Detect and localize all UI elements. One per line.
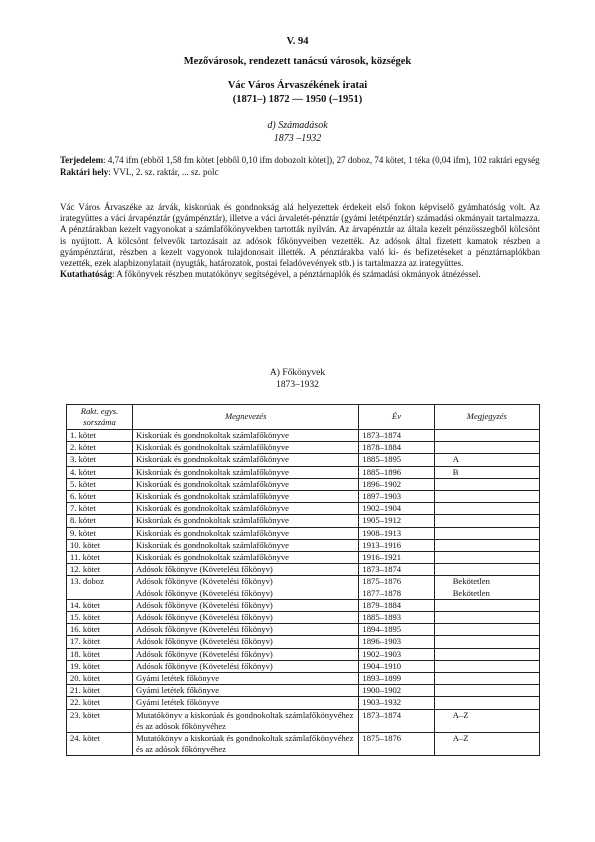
cell-year: 1873–1874 xyxy=(359,709,434,732)
fonds-years: (1871–) 1872 — 1950 (–1951) xyxy=(232,94,363,105)
cell-note xyxy=(434,515,539,527)
cell-name: Adósok főkönyve (Követelési főkönyv) xyxy=(133,599,359,611)
cell-note xyxy=(434,624,539,636)
table-row xyxy=(67,466,540,478)
cell-note xyxy=(434,648,539,660)
series-title: Mezővárosok, rendezett tanácsú városok, községek xyxy=(183,56,412,67)
cell-note xyxy=(434,527,539,539)
cell-year: 1908–1913 xyxy=(359,527,434,539)
table-row xyxy=(67,527,540,539)
cell-name: Kiskorúak és gondnokoltak számlafőkönyve xyxy=(133,515,359,527)
cell-unit-number: 7. kötet xyxy=(67,503,133,515)
location-line xyxy=(60,167,540,179)
cell-unit-number: 21. kötet xyxy=(67,685,133,697)
cell-unit-number: 2. kötet xyxy=(67,442,133,454)
cell-unit-number: 10. kötet xyxy=(67,539,133,551)
ledger-table xyxy=(66,404,540,756)
cell-name: Adósok főkönyve (Követelési főkönyv) Adósok főkönyve (Követelési főkönyv) xyxy=(133,576,359,599)
cell-name: Gyámi letétek főkönyve xyxy=(133,673,359,685)
cell-name: Kiskorúak és gondnokoltak számlafőkönyve xyxy=(133,442,359,454)
header-year: Év xyxy=(359,405,434,430)
cell-name: Adósok főkönyve (Követelési főkönyv) xyxy=(133,648,359,660)
cell-year: 1885–1896 xyxy=(359,466,434,478)
cell-note xyxy=(434,552,539,564)
extent-line xyxy=(60,155,540,167)
cell-year: 1875–1876 xyxy=(359,733,434,756)
cell-note xyxy=(434,599,539,611)
cell-unit-number: 13. doboz xyxy=(67,576,133,599)
cell-unit-number: 16. kötet xyxy=(67,624,133,636)
cell-unit-number: 8. kötet xyxy=(67,515,133,527)
cell-name: Adósok főkönyve (Követelési főkönyv) xyxy=(133,564,359,576)
cell-unit-number: 18. kötet xyxy=(67,648,133,660)
cell-year: 1893–1899 xyxy=(359,673,434,685)
cell-year: 1873–1874 xyxy=(359,564,434,576)
table-row xyxy=(67,454,540,466)
cell-name: Gyámi letétek főkönyve xyxy=(133,697,359,709)
cell-unit-number: 3. kötet xyxy=(67,454,133,466)
cell-year: 1885–1893 xyxy=(359,612,434,624)
table-row xyxy=(67,697,540,709)
cell-name: Adósok főkönyve (Követelési főkönyv) xyxy=(133,624,359,636)
header-note: Megjegyzés xyxy=(434,405,539,430)
cell-name: Kiskorúak és gondnokoltak számlafőkönyve xyxy=(133,430,359,442)
table-row xyxy=(67,430,540,442)
cell-unit-number: 24. kötet xyxy=(67,733,133,756)
cell-unit-number: 11. kötet xyxy=(67,552,133,564)
cell-year: 1905–1912 xyxy=(359,515,434,527)
cell-note: A–Z xyxy=(434,709,539,732)
meta-block xyxy=(60,155,540,178)
table-row xyxy=(67,709,540,732)
table-section-title: A) Főkönyvek xyxy=(269,368,326,378)
cell-year: 1873–1874 xyxy=(359,430,434,442)
table-row xyxy=(67,685,540,697)
table-row xyxy=(67,491,540,503)
table-row xyxy=(67,733,540,756)
table-row xyxy=(67,539,540,551)
cell-unit-number: 6. kötet xyxy=(67,491,133,503)
table-row xyxy=(67,636,540,648)
fonds-title: Vác Város Árvaszékének iratai xyxy=(227,80,368,91)
table-row xyxy=(67,673,540,685)
research-value: : A főkönyvek részben mutatókönyv segítségével, a pénztárnaplók és számadási okmányok átnézéssel. xyxy=(112,269,481,280)
location-value: : VVL, 2. sz. raktár, ... sz. polc xyxy=(108,166,219,177)
header-unit-number: Rakt. egys. sorszáma xyxy=(67,405,133,430)
table-section-years: 1873–1932 xyxy=(276,380,319,390)
cell-year: 1894–1895 xyxy=(359,624,434,636)
cell-name: Kiskorúak és gondnokoltak számlafőkönyve xyxy=(133,478,359,490)
cell-note xyxy=(434,660,539,672)
research-label: Kutathatóság xyxy=(60,269,113,280)
table-row xyxy=(67,576,540,599)
table-row xyxy=(67,599,540,611)
cell-unit-number: 14. kötet xyxy=(67,599,133,611)
cell-name: Kiskorúak és gondnokoltak számlafőkönyve xyxy=(133,539,359,551)
cell-note xyxy=(434,478,539,490)
cell-note: A xyxy=(434,454,539,466)
extent-label: Terjedelem xyxy=(60,155,104,165)
cell-note xyxy=(434,430,539,442)
table-row xyxy=(67,503,540,515)
cell-name: Adósok főkönyve (Követelési főkönyv) xyxy=(133,636,359,648)
description-block xyxy=(60,202,540,280)
table-body xyxy=(67,430,540,756)
cell-unit-number: 20. kötet xyxy=(67,673,133,685)
cell-unit-number: 23. kötet xyxy=(67,709,133,732)
cell-year: 1879–1884 xyxy=(359,599,434,611)
cell-name: Kiskorúak és gondnokoltak számlafőkönyve xyxy=(133,527,359,539)
cell-note xyxy=(434,697,539,709)
cell-name: Adósok főkönyve (Követelési főkönyv) xyxy=(133,660,359,672)
extent-value: : 4,74 ifm (ebből 1,58 fm kötet [ebből 0,10 ifm dobozolt kötet]), 27 doboz, 74 kötet, 1 téka (0,04 ifm), 102 raktári egység xyxy=(103,155,540,165)
cell-note xyxy=(434,564,539,576)
cell-year: 1913–1916 xyxy=(359,539,434,551)
cell-note xyxy=(434,612,539,624)
cell-name: Mutatókönyv a kiskorúak és gondnokoltak számlafőkönyvéhez és az adósok főkönyvéhez xyxy=(133,709,359,732)
cell-name: Kiskorúak és gondnokoltak számlafőkönyve xyxy=(133,454,359,466)
cell-year: 1916–1921 xyxy=(359,552,434,564)
cell-note xyxy=(434,539,539,551)
cell-name: Mutatókönyv a kiskorúak és gondnokoltak számlafőkönyvéhez és az adósok főkönyvéhez xyxy=(133,733,359,756)
cell-year: 1903–1932 xyxy=(359,697,434,709)
cell-year: 1896–1902 xyxy=(359,478,434,490)
cell-name: Kiskorúak és gondnokoltak számlafőkönyve xyxy=(133,552,359,564)
cell-unit-number: 1. kötet xyxy=(67,430,133,442)
reference-code: V. 94 xyxy=(286,36,309,47)
cell-unit-number: 17. kötet xyxy=(67,636,133,648)
cell-note xyxy=(434,442,539,454)
table-row xyxy=(67,612,540,624)
cell-year: 1878–1884 xyxy=(359,442,434,454)
table-row xyxy=(67,442,540,454)
cell-unit-number: 4. kötet xyxy=(67,466,133,478)
table-row xyxy=(67,515,540,527)
cell-unit-number: 5. kötet xyxy=(67,478,133,490)
cell-note xyxy=(434,636,539,648)
cell-note xyxy=(434,685,539,697)
cell-unit-number: 22. kötet xyxy=(67,697,133,709)
cell-year: 1885–1895 xyxy=(359,454,434,466)
cell-year: 1902–1903 xyxy=(359,648,434,660)
table-row xyxy=(67,478,540,490)
description-paragraph: Vác Város Árvaszéke az árvák, kiskorúak és gondnokság alá helyezettek érdekeit első fokon képviselő gyámhatóság volt. Az irategyüttes a váci árvapénztár (gyámpénztár), illetve a váci árvaletét-pénztár (gyámi letétpénztár) számadási okmányait tartalmazza. A pénztárakban kezelt vagyonokat a számlafőkönyvekben tartották nyilván. Az árvapénztár az általa kezelt pénzösszegből kölcsönt is nyújtott. A kölcsönt felvevők tartozásait az adósok főkönyveiben vezették. Az adósok által fizetett kamatok részben a gyámpénztárat, részben a kezelt vagyonok tulajdonosait illették. A pénztárakba való ki- és befizetéseket a pénztárnaplókban vezették, ezek alapbizonylatait (nyugták, határozatok, postai feladóvevények stb.) is tartalmazza az irategyüttes. xyxy=(60,202,540,269)
cell-name: Kiskorúak és gondnokoltak számlafőkönyve xyxy=(133,466,359,478)
cell-note: Bekötetlen Bekötetlen xyxy=(434,576,539,599)
table-header-row xyxy=(67,405,540,430)
cell-name: Adósok főkönyve (Követelési főkönyv) xyxy=(133,612,359,624)
cell-year: 1904–1910 xyxy=(359,660,434,672)
cell-year: 1900–1902 xyxy=(359,685,434,697)
cell-name: Gyámi letétek főkönyve xyxy=(133,685,359,697)
cell-note xyxy=(434,491,539,503)
cell-year: 1902–1904 xyxy=(359,503,434,515)
table-row xyxy=(67,660,540,672)
cell-unit-number: 19. kötet xyxy=(67,660,133,672)
table-row xyxy=(67,648,540,660)
table-row xyxy=(67,624,540,636)
table-row xyxy=(67,564,540,576)
cell-name: Kiskorúak és gondnokoltak számlafőkönyve xyxy=(133,491,359,503)
cell-unit-number: 12. kötet xyxy=(67,564,133,576)
research-line xyxy=(60,269,540,280)
cell-note xyxy=(434,503,539,515)
cell-note xyxy=(434,673,539,685)
cell-year: 1875–1876 1877–1878 xyxy=(359,576,434,599)
cell-year: 1896–1903 xyxy=(359,636,434,648)
cell-name: Kiskorúak és gondnokoltak számlafőkönyve xyxy=(133,503,359,515)
cell-unit-number: 15. kötet xyxy=(67,612,133,624)
header-name: Megnevezés xyxy=(133,405,359,430)
subseries-years: 1873 –1932 xyxy=(273,133,322,144)
table-row xyxy=(67,552,540,564)
cell-year: 1897–1903 xyxy=(359,491,434,503)
location-label: Raktári hely xyxy=(60,166,109,177)
cell-unit-number: 9. kötet xyxy=(67,527,133,539)
cell-note: B xyxy=(434,466,539,478)
cell-note: A–Z xyxy=(434,733,539,756)
subseries-title: d) Számadások xyxy=(267,120,328,131)
